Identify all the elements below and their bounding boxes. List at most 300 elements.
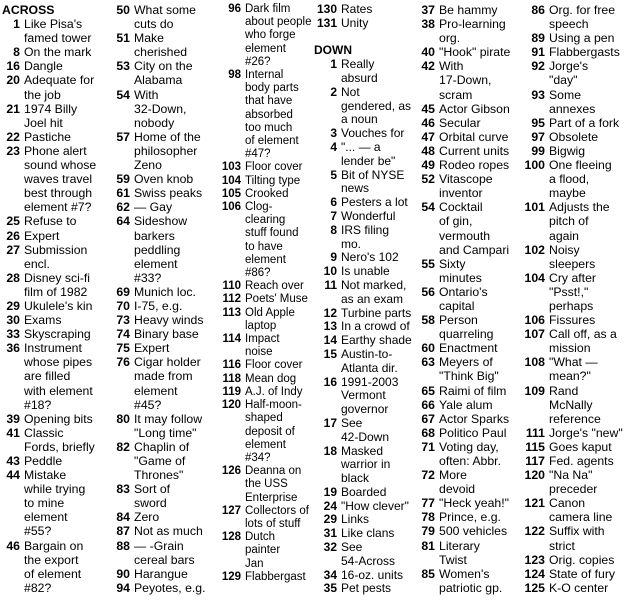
clue-number: 48 [421,143,435,158]
across-clue [110,31,216,59]
clue-text: Nero's 102 [341,250,399,265]
clue-number: 100 [524,158,545,173]
clue-text: Instrument whose pipes are filled with element #18? [24,341,93,412]
across-clue [216,386,312,399]
clue-number: 106 [524,313,545,328]
across-clue [110,412,216,440]
clue-number: 40 [421,45,435,60]
clue-number: 42 [421,59,435,74]
across-clue [110,524,216,538]
clue-number: 92 [531,59,545,74]
clue-number: 80 [116,411,130,426]
clue-number: 64 [116,214,130,229]
clue-text: Like Pisa's famed tower [24,17,92,46]
clue-number: 110 [222,280,241,293]
across-clue [216,175,312,188]
across-clue [0,45,110,59]
across-clue [0,454,110,468]
across-clue [0,130,110,144]
clue-number: 82 [116,439,130,454]
clue-text: Some annexes [549,87,596,116]
down-clue [312,376,412,417]
clue-number: 9 [330,250,337,265]
across-clue [0,327,110,341]
clue-text: Call off, as a mission [549,327,617,356]
clue-number: 112 [222,293,241,306]
clue-text: Internal body parts that have absorbed too much of element #47? [245,69,299,161]
clue-text: Pesters a lot [341,195,408,210]
down-clue [312,334,412,348]
clue-number: 73 [116,313,130,328]
clue-text: More devoid [439,468,476,497]
down-clue [520,200,625,242]
clue-number: 1 [13,17,20,32]
clue-number: 65 [421,383,435,398]
down-clue [312,569,412,583]
down-clue [520,355,625,383]
down-clue [312,320,412,334]
across-clue [110,285,216,299]
clue-text: 1974 Billy Joel hit [24,101,78,130]
across-clue [0,313,110,327]
down-clue [312,196,412,210]
down-clue [412,116,520,130]
down-clue [520,130,625,144]
clue-number: 6 [330,195,337,210]
clue-text: Peyotes, e.g. [134,580,206,595]
clue-text: Home of the philosopher Zeno [134,129,201,173]
across-clue [0,412,110,426]
clue-number: 29 [6,298,20,313]
down-clue [312,141,412,169]
clue-text: Bigwig [549,143,586,158]
clue-text: See 54-Across [341,540,396,568]
clue-text: Expert [24,228,60,243]
clue-number: 57 [116,129,130,144]
clue-number: 69 [116,284,130,299]
clue-text: Heavy winds [134,313,204,328]
down-clue [412,426,520,440]
clue-number: 67 [421,411,435,426]
down-clue [520,116,625,130]
down-clue [520,553,625,567]
down-clue [520,88,625,116]
clue-number: 39 [6,411,20,426]
down-clue [412,130,520,144]
clue-text: Be hammy [439,3,498,17]
clue-text: Raimi of film [439,383,507,398]
clue-number: 85 [421,566,435,581]
down-clue [412,144,520,158]
clue-text: Cocktail of gin, vermouth and Campari [439,200,510,257]
down-clue [312,251,412,265]
clue-number: 41 [6,425,20,440]
clue-text: On the mark [24,45,92,60]
down-clue [312,279,412,307]
clue-text: Boarded [341,484,387,499]
across-clue [110,510,216,524]
clue-number: 94 [116,580,130,595]
clue-text: A.J. of Indy [245,385,303,398]
across-clue [110,539,216,567]
clue-number: 96 [228,3,241,15]
clue-text: With 17-Down, scram [439,59,492,102]
clue-text: Not gendered, as a noun [341,84,412,127]
clue-text: Bit of NYSE news [341,167,405,196]
clue-text: Politico Paul [439,425,507,440]
clue-text: Earthy shade [341,333,412,348]
clue-text: Really absurd [341,57,378,85]
clue-number: 32 [323,540,337,555]
clue-text: Munich loc. [134,284,196,299]
down-clue [520,496,625,524]
across-clue [216,531,312,571]
clue-text: — Gay [134,200,173,215]
clue-number: 3 [330,126,337,141]
clue-number: 78 [421,510,435,525]
clue-number: 117 [525,454,545,468]
across-clue [216,201,312,280]
clue-text: Women's patriotic gp. [439,566,503,595]
clue-text: Classic Fords, briefly [24,425,95,454]
clue-number: 113 [222,306,241,319]
down-clue [520,158,625,200]
clue-text: Half-moon- shaped deposit of element #34? [245,399,302,464]
clue-text: Mean dog [245,372,297,385]
down-clue [312,513,412,527]
across-clue [0,73,110,101]
across-clue [0,539,110,595]
clue-text: Enactment [439,341,498,356]
clue-text: Orig. copies [549,552,615,567]
down-clue [520,440,625,454]
clue-text: K-O center [549,580,609,595]
clue-number: 59 [116,172,130,187]
clue-text: Dark film about people who forge element #26? [245,3,312,68]
clue-number: 61 [116,186,130,201]
clue-number: 54 [116,87,130,102]
across-clue [110,355,216,411]
clue-number: 106 [221,201,241,214]
across-clue [0,229,110,243]
down-clue [520,327,625,355]
down-clue [412,496,520,510]
clue-number: 87 [116,524,130,539]
down-clue [412,384,520,398]
down-clue [412,285,520,313]
clue-text: Canon camera line [549,496,613,525]
clue-number: 60 [421,341,435,356]
down-clue [312,224,412,252]
clue-number: 16 [323,374,337,389]
clue-number: 66 [421,397,435,412]
clue-text: Sort of sword [134,482,171,511]
clue-text: Collectors of lots of stuff [245,504,309,530]
across-clue [110,186,216,200]
clue-number: 119 [222,385,241,398]
clue-number: 70 [116,298,130,313]
clue-text: Harangue [134,566,188,581]
down-clue [412,45,520,59]
across-clue [216,307,312,333]
clue-number: 99 [531,143,545,158]
clue-number: 116 [222,359,241,372]
down-clue [312,445,412,486]
clue-number: 54 [421,200,435,215]
across-clue [216,359,312,372]
across-clue [110,59,216,87]
clue-text: Austin-to- Atlanta dir. [341,346,398,375]
across-clue [110,172,216,186]
across-clue [216,69,312,161]
clue-number: 50 [116,3,130,17]
down-clue [312,348,412,376]
clue-number: 53 [116,59,130,74]
across-clue [216,399,312,465]
clue-text: Is unable [341,264,390,279]
clue-text: 16-oz. units [341,567,404,582]
across-clue [216,571,312,584]
clue-text: Part of a fork [549,115,620,130]
clue-number: 26 [6,228,20,243]
clue-text: Goes kaput [549,439,612,454]
across-clue [110,341,216,355]
clue-text: Jorge's "new" [549,425,623,440]
clue-text: Literary Twist [439,538,480,567]
clue-text: Impact noise [245,333,280,359]
clue-number: 121 [524,496,545,511]
across-clue [216,505,312,531]
clue-text: 1991-2003 Vermont governor [341,374,399,417]
clue-column-6 [520,3,625,595]
clue-text: Jorge's "day" [549,59,589,88]
down-clue [520,3,625,31]
down-clue [312,58,412,86]
down-clue [412,3,520,17]
clue-number: 37 [421,3,435,17]
clue-text: Pastiche [24,129,71,144]
down-clue [412,524,520,538]
across-clue [0,102,110,130]
clue-text: Turbine parts [341,305,412,320]
clue-text: Adjusts the pitch of again [549,200,610,243]
clue-text: Current units [439,143,510,158]
clue-text: I-75, e.g. [134,298,183,313]
clue-text: "How clever" [341,498,409,513]
clue-column-4 [312,3,412,596]
clue-number: 88 [116,538,130,553]
down-clue [312,417,412,445]
clue-text: Ontario's capital [439,284,488,313]
clue-number: 21 [6,101,20,116]
across-clue [216,373,312,386]
down-heading: DOWN [314,43,352,58]
clue-text: Opening bits [24,411,93,426]
down-clue [412,17,520,45]
clue-text: Chaplin of "Game of Thrones" [134,439,190,483]
clue-text: Deanna on the USS Enterprise [245,465,302,504]
across-clue [216,280,312,293]
clue-number: 1 [330,57,337,72]
clue-text: Using a pen [549,31,615,46]
across-clue [110,482,216,510]
down-clue [412,398,520,412]
clue-text: Vouches for [341,126,405,141]
clue-text: See 42-Down [341,415,390,444]
clue-number: 10 [323,264,337,279]
across-clue [0,59,110,73]
down-clue [520,59,625,87]
across-clue [0,299,110,313]
clue-text: Peddle [24,454,63,468]
clue-number: 102 [524,242,545,257]
clue-number: 46 [6,538,20,553]
down-clue [412,355,520,383]
clue-number: 51 [116,31,130,46]
clue-text: Pro-learning org. [439,17,506,46]
clue-column-5 [412,3,520,595]
clue-number: 86 [531,3,545,17]
clue-text: Zero [134,510,160,525]
clue-text: Rodeo ropes [439,158,510,173]
clue-number: 108 [524,355,545,370]
clue-text: Binary base [134,327,199,342]
across-clue [110,200,216,214]
down-clue [312,582,412,596]
down-clue [312,541,412,569]
clue-number: 77 [421,496,435,511]
clue-number: 72 [421,468,435,483]
clue-number: 75 [116,341,130,356]
down-clue [412,158,520,172]
clue-number: 101 [524,200,545,215]
across-heading: ACROSS [2,3,55,17]
across-clue [216,465,312,505]
across-clue [110,567,216,581]
clue-number: 5 [330,167,337,182]
clue-number: 44 [6,468,20,483]
down-clue [520,45,625,59]
clue-number: 47 [421,129,435,144]
down-clue [520,581,625,595]
clue-number: 20 [6,73,20,88]
clue-text: Make cherished [134,31,188,60]
across-clue [216,333,312,359]
clue-text: Cigar holder made from element #45? [134,355,201,412]
clue-number: 98 [228,69,241,82]
across-clue [110,581,216,595]
down-clue [312,210,412,224]
clue-number: 103 [221,161,241,174]
clue-text: In a crowd of [341,319,410,334]
clue-number: 14 [323,333,337,348]
clue-text: — -Grain cereal bars [134,538,195,567]
down-clue [412,200,520,256]
clue-text: Vitascope inventor [439,172,493,201]
clue-text: Skyscraping [24,327,91,342]
down-clue [520,454,625,468]
clue-number: 28 [6,270,20,285]
clue-number: 115 [525,439,545,454]
clue-text: Flabbergasts [549,45,620,60]
down-clue [312,265,412,279]
down-clue [312,86,412,127]
clue-text: Poets' Muse [245,293,308,306]
clue-number: 29 [323,512,337,527]
clue-text: Noisy sleepers [549,242,596,271]
clue-text: Oven knob [134,172,194,187]
clue-number: 109 [524,383,545,398]
clue-number: 71 [421,439,435,454]
down-clue [312,486,412,500]
clue-number: 90 [116,566,130,581]
clue-number: 12 [323,305,337,320]
clue-text: "What — mean?" [549,355,598,384]
clue-text: Unity [341,15,369,30]
clue-text: Links [341,512,370,527]
clue-text: Expert [134,341,170,356]
clue-number: 24 [323,498,337,513]
clue-number: 83 [116,482,130,497]
clue-number: 25 [6,214,20,229]
clue-number: 27 [6,242,20,257]
down-clue [520,567,625,581]
clue-number: 2 [330,84,337,99]
clue-number: 22 [6,129,20,144]
clue-text: Suffix with strict [549,524,605,553]
clue-text: Pet pests [341,581,392,596]
down-clue [312,169,412,197]
clue-number: 118 [222,372,241,385]
across-clue [110,313,216,327]
clue-number: 126 [221,465,241,478]
clue-number: 11 [324,277,337,292]
down-clue [520,313,625,327]
clue-number: 46 [421,115,435,130]
clue-text: Refuse to [24,214,77,229]
clue-text: Sideshow barkers peddling element #33? [134,214,188,285]
clue-number: 97 [531,129,545,144]
across-clue [312,17,412,31]
down-clue [520,468,625,496]
down-clue [412,567,520,595]
across-clue [0,426,110,454]
across-clue [312,3,412,17]
down-clue [412,341,520,355]
across-clue [0,271,110,299]
clue-number: 125 [524,580,545,595]
clue-text: Cry after "Psst!," perhaps [549,270,596,313]
clue-text: It may follow "Long time" [134,411,203,440]
down-clue [312,527,412,541]
clue-text: Adequate for the job [24,73,95,102]
clue-text: Fissures [549,313,596,328]
clue-number: 55 [421,256,435,271]
clue-text: Reach over [245,280,304,293]
clue-text: Submission encl. [24,242,88,271]
clue-text: Masked warrior in black [341,443,391,486]
down-clue [412,510,520,524]
across-clue [0,17,110,45]
clue-number: 79 [421,524,435,539]
clue-text: Mistake while trying to mine element #55? [24,468,86,539]
clue-text: State of fury [549,566,616,581]
across-clue [110,88,216,130]
clue-text: "Hook" pirate [439,45,511,60]
clue-text: What some cuts do [134,3,196,32]
across-clue [216,188,312,201]
clue-number: 120 [221,399,241,412]
